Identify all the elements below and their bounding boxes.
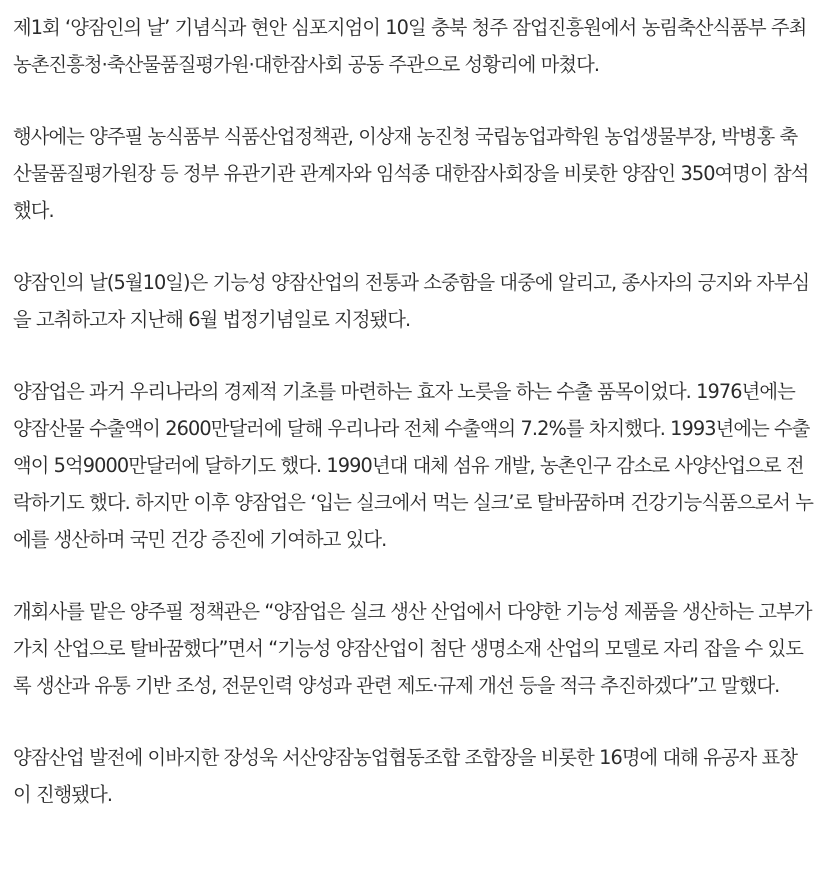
article-body — [13, 9, 813, 848]
paragraph-industry-history: 양잠업은 과거 우리나라의 경제적 기초를 마련하는 효자 노릇을 하는 수출 품목이었다. 1976년에는 양잠산물 수출액이 2600만달러에 달해 우리나라 전체 수출액의 7.2%를 차지했다. 1993년에는 수출액이 5억9000만달러에 달하기도 했다. 1990년대 대체 섬유 개발, 농촌인구 감소로 사양산업으로 전락하기도 했다. 하지만 이후 양잠업은 ‘입는 실크에서 먹는 실크’로 탈바꿈하며 건강기능식품으로서 누에를 생산하며 국민 건강 증진에 기여하고 있다. — [13, 380, 813, 551]
paragraph-event-summary: 제1회 ‘양잠인의 날’ 기념식과 현안 심포지엄이 10일 충북 청주 잠업진흥원에서 농림축산식품부 주최 농촌진흥청·축산물품질평가원·대한잠사회 공동 주관으로 성황리에 마쳤다. — [13, 16, 807, 76]
paragraph-awards: 양잠산업 발전에 이바지한 장성욱 서산양잠농업협동조합 조합장을 비롯한 16명에 대해 유공자 표창이 진행됐다. — [13, 746, 798, 806]
paragraph-attendees: 행사에는 양주필 농식품부 식품산업정책관, 이상재 농진청 국립농업과학원 농업생물부장, 박병홍 축산물품질평가원장 등 정부 유관기관 관계자와 임석종 대한잠사회장을 비롯한 양잠인 350여명이 참석했다. — [13, 125, 809, 222]
paragraph-day-background: 양잠인의 날(5월10일)은 기능성 양잠산업의 전통과 소중함을 대중에 알리고, 종사자의 긍지와 자부심을 고취하고자 지난해 6월 법정기념일로 지정됐다. — [13, 271, 810, 331]
paragraph-opening-speech: 개회사를 맡은 양주필 정책관은 “양잠업은 실크 생산 산업에서 다양한 기능성 제품을 생산하는 고부가가치 산업으로 탈바꿈했다”면서 “기능성 양잠산업이 첨단 생명소재 산업의 모델로 자리 잡을 수 있도록 생산과 유통 기반 조성, 전문인력 양성과 관련 제도·규제 개선 등을 적극 추진하겠다”고 말했다. — [13, 600, 812, 697]
